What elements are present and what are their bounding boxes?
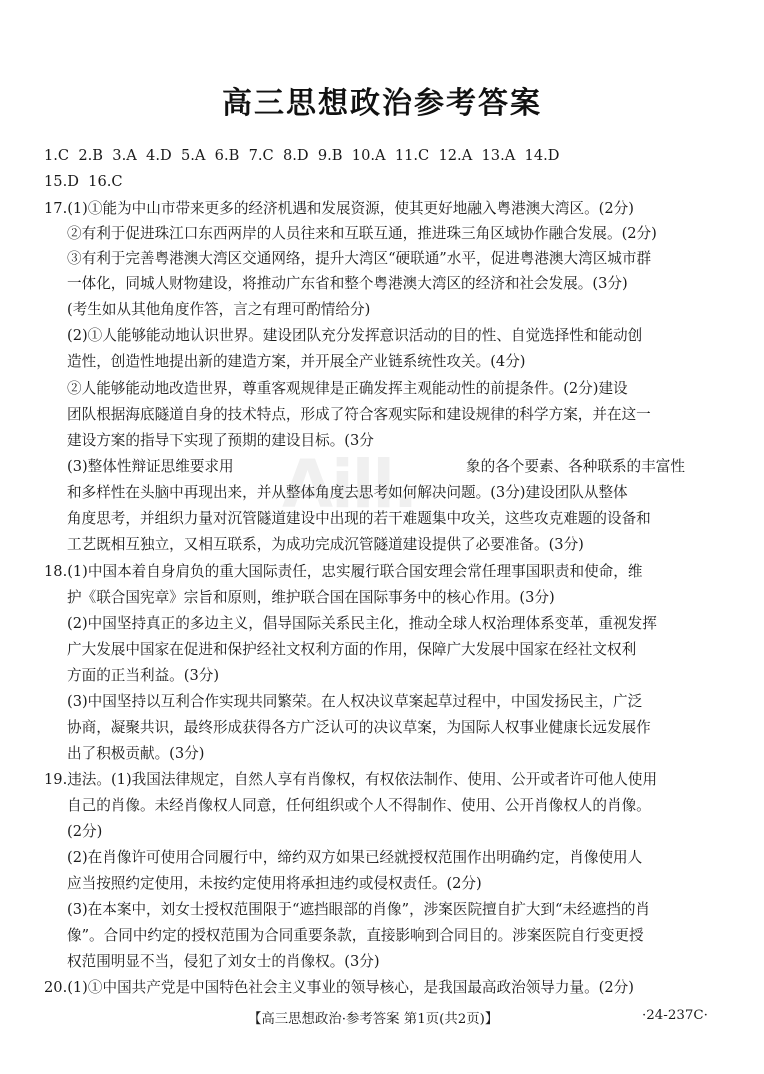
answer-line: ③有利于完善粤港澳大湾区交通网络，提升大湾区“硬联通”水平，促进粤港澳大湾区城市群 <box>67 250 652 267</box>
choice-answers-row-1: 1.C 2.B 3.A 4.D 5.A 6.B 7.C 8.D 9.B 10.A 11.C 12.A 13.A 14.D <box>44 147 560 164</box>
answer-line: 象的各个要素、各种联系的丰富性 <box>466 458 685 475</box>
footer-code: ·24-237C· <box>642 1008 708 1023</box>
answer-line: 权范围明显不当，侵犯了刘女士的肖像权。(3分) <box>67 953 380 970</box>
answer-line: 20.(1)①中国共产党是中国特色社会主义事业的领导核心，是我国最高政治领导力量。(2分) <box>44 979 634 996</box>
answer-line: (3)在本案中，刘女士授权范围限于“遮挡眼部的肖像”，涉案医院擅自扩大到“未经遮挡的肖 <box>67 901 651 918</box>
answer-line: (2)中国坚持真正的多边主义，倡导国际关系民主化，推动全球人权治理体系变革，重视发挥 <box>67 615 657 632</box>
watermark-logo: Aill. <box>282 446 417 523</box>
answer-line: 团队根据海底隧道自身的技术特点，形成了符合客观实际和建设规律的科学方案，并在这一 <box>67 406 651 423</box>
answer-line: 一体化，同城人财物建设，将推动广东省和整个粤港澳大湾区的经济和社会发展。(3分) <box>67 275 628 292</box>
answer-line: 护《联合国宪章》宗旨和原则，维护联合国在国际事务中的核心作用。(3分) <box>67 589 555 606</box>
answer-line: 和多样性在头脑中再现出来，并从整体角度去思考如何解决问题。(3分)建设团队从整体 <box>67 484 628 501</box>
answer-line: 工艺既相互独立，又相互联系，为成功完成沉管隧道建设提供了必要准备。(3分) <box>67 536 584 553</box>
answer-line: 方面的正当利益。(3分) <box>67 667 220 684</box>
answer-line: (3)中国坚持以互利合作实现共同繁荣。在人权决议草案起草过程中，中国发扬民主，广泛 <box>67 693 643 710</box>
answer-line: 建设方案的指导下实现了预期的建设目标。(3分 <box>67 432 374 449</box>
answer-line: 17.(1)①能为中山市带来更多的经济机遇和发展资源，使其更好地融入粤港澳大湾区。(2分) <box>44 200 634 217</box>
answer-line: (考生如从其他角度作答，言之有理可酌情给分) <box>67 301 371 318</box>
answer-line: (2)在肖像许可使用合同履行中，缔约双方如果已经就授权范围作出明确约定，肖像使用人 <box>67 849 643 866</box>
page-title: 高三思想政治参考答案 <box>222 86 542 121</box>
answer-line: 像”。合同中约定的授权范围为合同重要条款，直接影响到合同目的。涉案医院自行变更授 <box>67 927 644 944</box>
answer-line: 18.(1)中国本着自身肩负的重大国际责任，忠实履行联合国安理会常任理事国职责和使命，维 <box>44 563 643 580</box>
answer-line: 造性，创造性地提出新的建造方案，并开展全产业链系统性攻关。(4分) <box>67 353 526 370</box>
answer-line: (2分) <box>67 823 103 840</box>
answer-line: 广大发展中国家在促进和保护经社文权利方面的作用，保障广大发展中国家在经社文权利 <box>67 641 637 658</box>
answer-line: 角度思考，并组织力量对沉管隧道建设中出现的若干难题集中攻关，这些攻克难题的设备和 <box>67 510 651 527</box>
answer-line: 自己的肖像。未经肖像权人同意，任何组织或个人不得制作、使用、公开肖像权人的肖像。 <box>67 797 651 814</box>
answer-line: 应当按照约定使用，未按约定使用将承担违约或侵权责任。(2分) <box>67 875 482 892</box>
answer-line: 出了积极贡献。(3分) <box>67 745 205 762</box>
footer-label: 【高三思想政治·参考答案 第1页(共2页)】 <box>248 1012 499 1027</box>
answer-line: 19.违法。(1)我国法律规定，自然人享有肖像权，有权依法制作、使用、公开或者许可他人使用 <box>44 771 658 788</box>
answer-line: (2)①人能够能动地认识世界。建设团队充分发挥意识活动的目的性、自觉选择性和能动创 <box>67 327 643 344</box>
answer-line: 协商，凝聚共识，最终形成获得各方广泛认可的决议草案，为国际人权事业健康长远发展作 <box>67 719 651 736</box>
answer-line: (3)整体性辩证思维要求用 <box>67 458 234 475</box>
choice-answers-row-2: 15.D 16.C <box>44 173 123 190</box>
answer-line: ②人能够能动地改造世界，尊重客观规律是正确发挥主观能动性的前提条件。(2分)建设 <box>67 380 628 397</box>
answer-line: ②有利于促进珠江口东西两岸的人员往来和互联互通，推进珠三角区域协作融合发展。(2分) <box>67 225 657 242</box>
